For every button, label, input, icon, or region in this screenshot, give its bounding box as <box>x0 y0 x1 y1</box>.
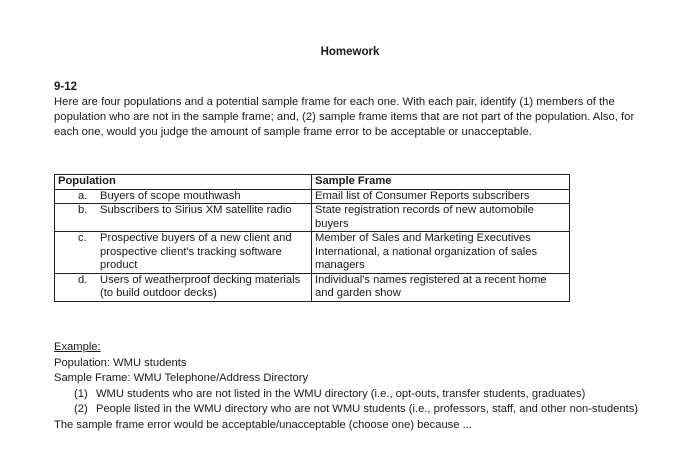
population-frame-table <box>54 174 570 302</box>
table-row <box>55 189 570 204</box>
example-item-number: (1) <box>74 387 88 400</box>
example-item-text: WMU students who are not listed in the WMU directory (i.e., opt-outs, transfer students, graduates) <box>96 387 586 400</box>
population-cell <box>55 189 312 204</box>
population-header: Population <box>55 175 312 190</box>
sample-frame-cell: Individual's names registered at a recent home and garden show <box>312 273 570 301</box>
table-row <box>55 232 570 274</box>
page-title: Homework <box>320 46 380 58</box>
example-population: Population: WMU students <box>54 356 187 369</box>
example-item-number: (2) <box>74 403 88 415</box>
sample-frame-header: Sample Frame <box>312 175 570 190</box>
example-item <box>54 402 654 418</box>
problem-prompt: Here are four populations and a potential sample frame for each one. With each pair, identify (1) members of the population who are not in the sample frame; and, (2) sample frame items that are not part of the population. Also, for each one, would you judge the amount of sample frame error to be acceptable or unacceptable. <box>54 96 635 138</box>
population-cell <box>55 232 312 274</box>
example-sample-frame: Sample Frame: WMU Telephone/Address Directory <box>54 372 309 384</box>
sample-frame-cell: Member of Sales and Marketing Executives International, a national organization of sales managers <box>312 232 570 274</box>
example-item <box>54 387 654 403</box>
example-item-text: People listed in the WMU directory who are not WMU students (i.e., professors, staff, and other non-students) <box>96 403 639 415</box>
population-cell <box>55 273 312 301</box>
population-text: Buyers of scope mouthwash <box>100 189 241 202</box>
sample-frame-cell: Email list of Consumer Reports subscribers <box>312 189 570 204</box>
table-row <box>55 273 570 301</box>
sample-frame-cell: State registration records of new automobile buyers <box>312 204 570 232</box>
row-letter: d. <box>78 273 88 286</box>
example-section <box>54 340 654 433</box>
problem-number: 9-12 <box>54 81 78 93</box>
population-text: Users of weatherproof decking materials (to build outdoor decks) <box>100 273 301 299</box>
table-header-row <box>55 175 570 190</box>
population-cell <box>55 204 312 232</box>
example-conclusion: The sample frame error would be acceptable/unacceptable (choose one) because ... <box>54 418 472 431</box>
example-heading: Example: <box>54 341 101 353</box>
population-text: Subscribers to Sirius XM satellite radio <box>100 204 292 216</box>
row-letter: c. <box>78 232 87 244</box>
row-letter: a. <box>78 189 88 202</box>
table-row <box>55 204 570 232</box>
population-text: Prospective buyers of a new client and prospective client's tracking software product <box>100 232 292 271</box>
row-letter: b. <box>78 204 88 216</box>
